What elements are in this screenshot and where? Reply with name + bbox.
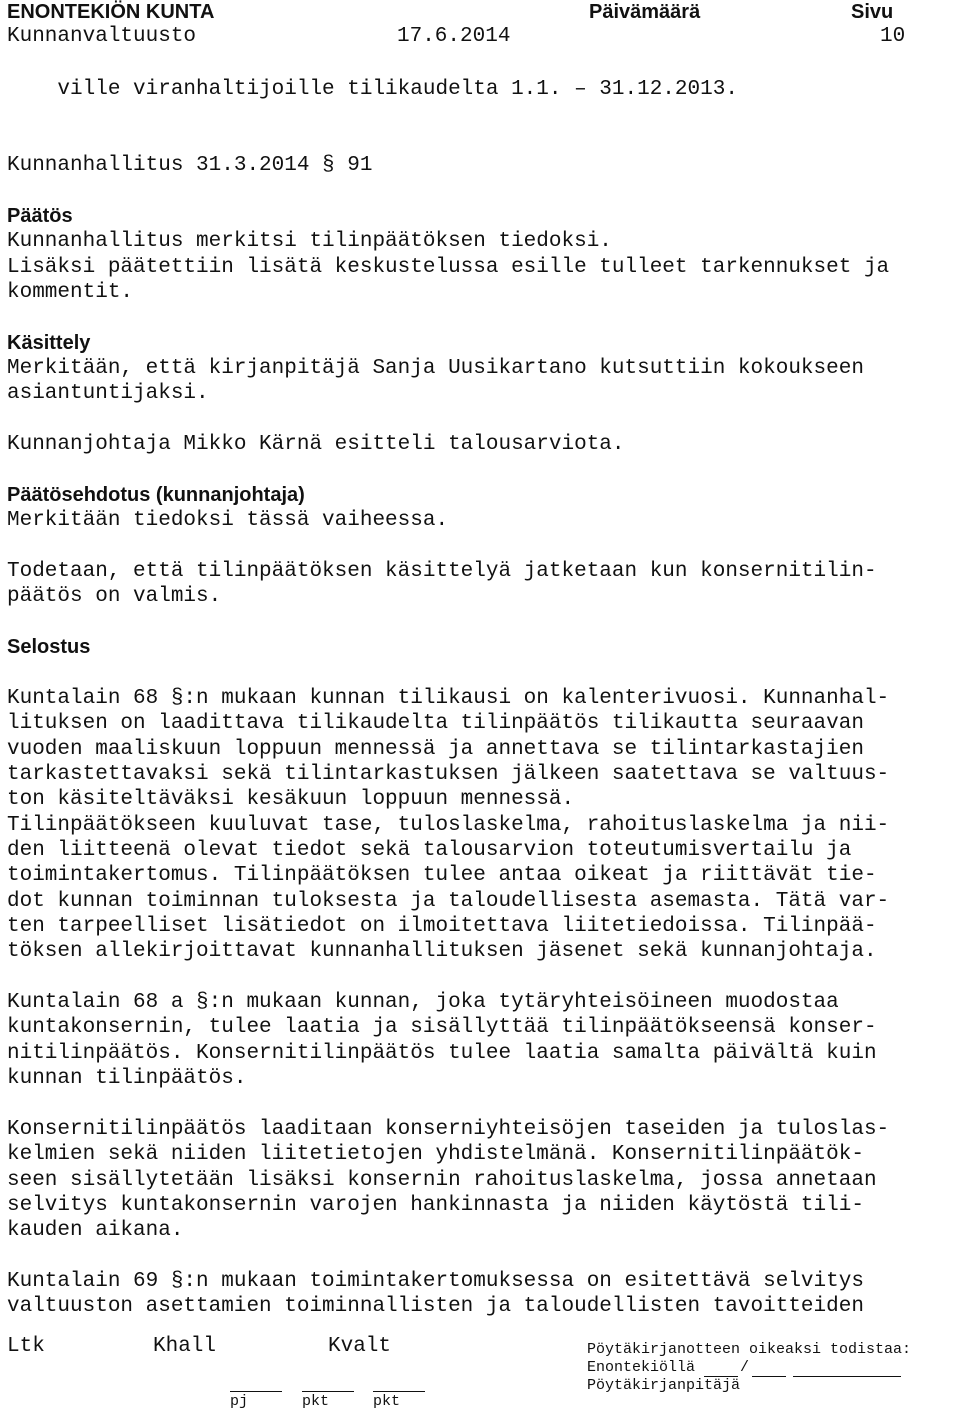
body-line: tarkastettavaksi sekä tilintarkastuksen jälkeen saatettava se valtuus- [7,763,890,786]
body-line: dot kunnan toiminnan tuloksesta ja taloudellisesta asemasta. Tätä var- [7,890,890,913]
body-line: seen sisällytetään lisäksi konsernin rahoituslaskelma, jossa annetaan [7,1169,877,1192]
footer-ltk: Ltk [7,1335,45,1358]
body-line: Konsernitilinpäätös laaditaan konserniyhteisöjen taseiden ja tuloslas- [7,1118,890,1141]
certification-title: Pöytäkirjanotteen oikeaksi todistaa: [587,1341,912,1358]
body-line: ville viranhaltijoille tilikaudelta 1.1. – 31.12.2013. [7,78,738,101]
certification-place: Enontekiöllä [587,1359,696,1376]
footer-pkt-1: pkt [302,1393,330,1410]
body-line: Kuntalain 68 §:n mukaan kunnan tilikausi on kalenterivuosi. Kunnanhal- [7,687,890,710]
body-name: Kunnanvaltuusto [7,25,197,48]
body-line: ton käsiteltäväksi kesäkuun loppuun mennessä. [7,788,575,811]
body-line: Kuntalain 69 §:n mukaan toimintakertomuksessa on esitettävä selvitys [7,1270,864,1293]
pkt2-underline [373,1391,425,1392]
section-heading-kasittely: Käsittely [7,332,91,354]
body-line: päätös on valmis. [7,585,222,608]
body-line: Kuntalain 68 a §:n mukaan kunnan, joka tytäryhteisöineen muodostaa [7,991,839,1014]
date-label: Päivämäärä [589,1,701,23]
body-line: Kunnanhallitus merkitsi tilinpäätöksen tiedoksi. [7,230,612,253]
pj-underline [230,1391,282,1392]
footer-kvalt: Kvalt [328,1335,392,1358]
footer-pkt-2: pkt [373,1393,401,1410]
date-slash: / [740,1359,750,1376]
body-line: Kunnanhallitus 31.3.2014 § 91 [7,154,373,177]
body-line: ten tarpeelliset lisätiedot on ilmoitettava liitetiedoissa. Tilinpää- [7,915,877,938]
page-number: 10 [880,25,906,48]
body-line: vuoden maaliskuun loppuun mennessä ja annettava se tilintarkastajien [7,738,864,761]
body-line: selvitys kuntakonsernin varojen hankinnasta ja niiden käytöstä tili- [7,1194,864,1217]
body-line: Tilinpäätökseen kuuluvat tase, tuloslaskelma, rahoituslaskelma ja nii- [7,814,890,837]
body-line: nitilinpäätös. Konsernitilinpäätös tulee laatia samalta päivältä kuin [7,1042,877,1065]
body-line: Kunnanjohtaja Mikko Kärnä esitteli talousarviota. [7,433,625,456]
month-underline [752,1376,786,1377]
section-heading-paatosehdotus: Päätösehdotus (kunnanjohtaja) [7,484,305,506]
body-line: kommentit. [7,281,134,304]
body-line: Merkitään tiedoksi tässä vaiheessa. [7,509,449,532]
meeting-date: 17.6.2014 [397,25,511,48]
footer-pj: pj [230,1393,249,1410]
body-line: kuntakonsernin, tulee laatia ja sisällyttää tilinpäätökseensä konser- [7,1016,877,1039]
org-name: ENONTEKIÖN KUNTA [7,1,215,23]
signature-underline [793,1376,901,1377]
pkt1-underline [302,1391,354,1392]
footer-khall: Khall [153,1335,217,1358]
body-line: Lisäksi päätettiin lisätä keskustelussa esille tulleet tarkennukset ja [7,256,890,279]
body-line: valtuuston asettamien toiminnallisten ja taloudellisten tavoitteiden [7,1295,864,1318]
section-heading-paatos: Päätös [7,205,73,227]
body-line: kelmien sekä niiden liitetietojen yhdistelmänä. Konsernitilinpäätök- [7,1143,864,1166]
body-line: Todetaan, että tilinpäätöksen käsittelyä jatketaan kun konsernitilin- [7,560,877,583]
body-line: töksen allekirjoittavat kunnanhallituksen jäsenet sekä kunnanjohtaja. [7,940,877,963]
body-line: kauden aikana. [7,1219,184,1242]
page-label: Sivu [851,1,894,23]
body-line: lituksen on laadittava tilikaudelta tilinpäätös tilikautta seuraavan [7,712,864,735]
body-line: kunnan tilinpäätös. [7,1067,247,1090]
body-line: asiantuntijaksi. [7,382,209,405]
section-heading-selostus: Selostus [7,636,91,658]
body-line: toimintakertomus. Tilinpäätöksen tulee antaa oikeat ja riittävät tie- [7,864,877,887]
certification-role: Pöytäkirjanpitäjä [587,1377,741,1394]
body-line: Merkitään, että kirjanpitäjä Sanja Uusikartano kutsuttiin kokoukseen [7,357,864,380]
body-line: den liitteenä olevat tiedot sekä talousarvion toteutumisvertailu ja [7,839,852,862]
